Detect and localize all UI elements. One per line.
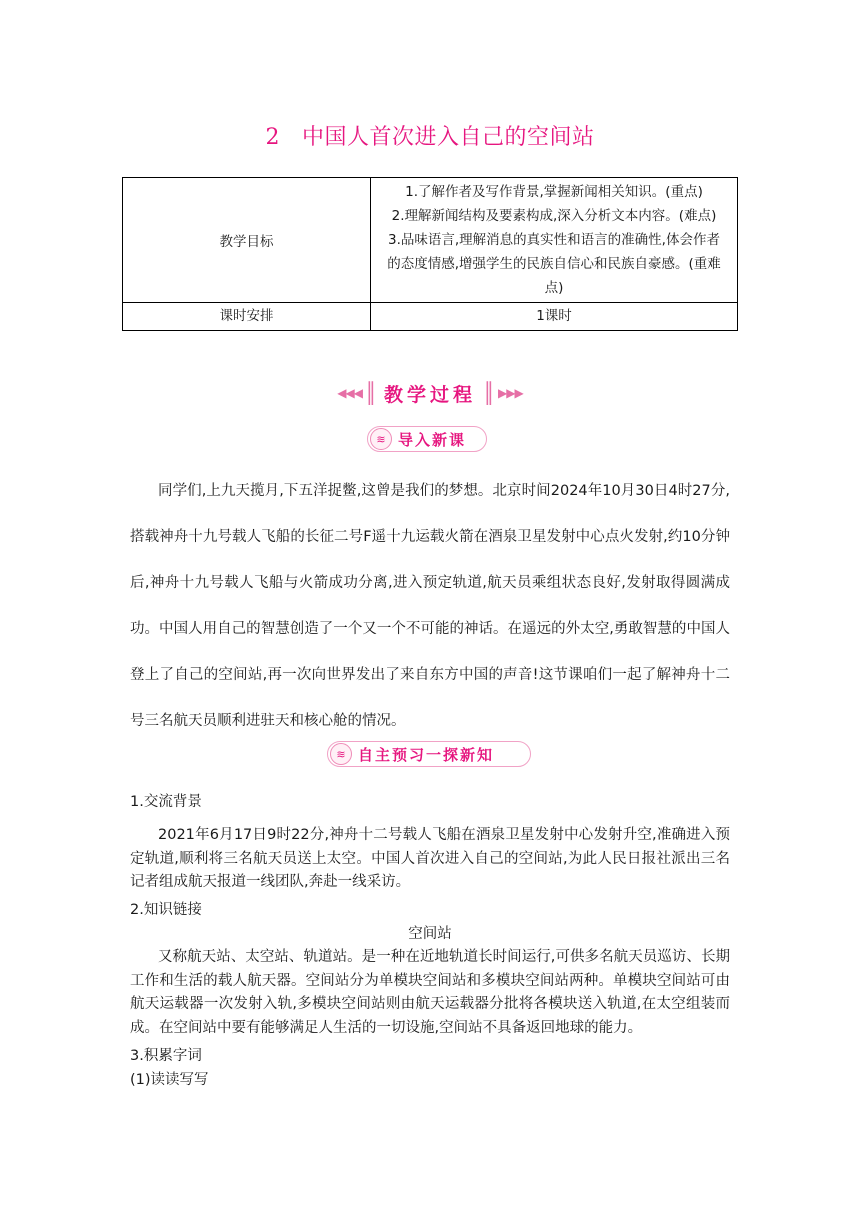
- objective-item: 3.品味语言,理解消息的真实性和语言的准确性,体会作者的态度情感,增强学生的民族自信心和民族自豪感。(重难点): [387, 232, 721, 296]
- triple-chevron-left-icon: ◀◀◀: [337, 386, 362, 400]
- section-2-subtitle: 空间站: [408, 926, 452, 942]
- section-2-text: 又称航天站、太空站、轨道站。是一种在近地轨道长时间运行,可供多名航天员巡访、长期工作和生活的载人航天器。空间站分为单模块空间站和多模块空间站两种。单模块空间站可由航天运载器一次发射入轨,多模块空间站则由航天运载器分批将各模块送入轨道,在太空组装而成。在空间站中要有能够满足人生活的一切设施,空间站不具备返回地球的能力。: [130, 949, 730, 1036]
- triple-chevron-right-icon: ▶▶▶: [498, 386, 523, 400]
- banner-title: 教学过程: [383, 383, 476, 406]
- page-title: [0, 120, 860, 151]
- objective-item: 1.了解作者及写作背景,掌握新闻相关知识。(重点): [405, 184, 703, 200]
- rocket-badge-icon: ≋: [330, 743, 352, 765]
- section-preview-label: 自主预习一探新知: [358, 745, 495, 764]
- objectives-label: 教学目标: [123, 178, 371, 303]
- objectives-table: [122, 177, 738, 331]
- section-intro-label: 导入新课: [398, 430, 467, 449]
- teaching-process-banner: [0, 376, 860, 410]
- rocket-badge-icon: ≋: [370, 428, 392, 450]
- divider-bar: ║: [364, 381, 377, 405]
- section-1-text: 2021年6月17日9时22分,神舟十二号载人飞船在酒泉卫星发射中心发射升空,准确进入预定轨道,顺利将三名航天员送上太空。中国人首次进入自己的空间站,为此人民日报社派出三名记者组成航天报道一线团队,奔赴一线采访。: [130, 827, 730, 890]
- lesson-title: 中国人首次进入自己的空间站: [301, 125, 595, 150]
- intro-paragraph: 同学们,上九天揽月,下五洋捉鳖,这曾是我们的梦想。北京时间2024年10月30日4时27分,搭载神舟十九号载人飞船的长征二号F遥十九运载火箭在酒泉卫星发射中心点火发射,约10分钟后,神舟十九号载人飞船与火箭成功分离,进入预定轨道,航天员乘组状态良好,发射取得圆满成功。中国人用自己的智慧创造了一个又一个不可能的神话。在遥远的外太空,勇敢智慧的中国人登上了自己的空间站,再一次向世界发出了来自东方中国的声音!这节课咱们一起了解神舟十二号三名航天员顺利进驻天和核心舱的情况。: [130, 483, 730, 729]
- section-intro-badge: [367, 426, 487, 452]
- schedule-value: 1课时: [371, 303, 738, 331]
- schedule-label: 课时安排: [123, 303, 371, 331]
- section-2-heading: 2.知识链接: [130, 902, 202, 918]
- objective-item: 2.理解新闻结构及要素构成,深入分析文本内容。(难点): [391, 208, 717, 224]
- objectives-list: [371, 178, 738, 303]
- section-1-heading: 1.交流背景: [130, 794, 202, 810]
- section-3-subheading: (1)读读写写: [130, 1072, 209, 1088]
- section-preview-badge: [327, 741, 531, 767]
- divider-bar: ║: [483, 381, 496, 405]
- lesson-number: 2: [265, 125, 280, 150]
- section-3-heading: 3.积累字词: [130, 1048, 202, 1064]
